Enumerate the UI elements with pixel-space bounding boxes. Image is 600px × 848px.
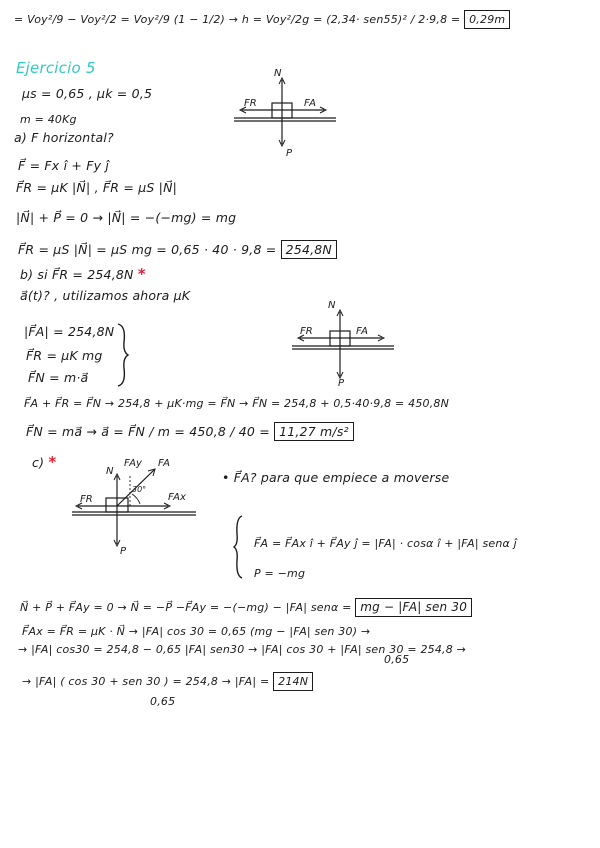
applied-force-question: • F⃗A? para que empiece a moverse <box>222 470 450 485</box>
static-friction-result <box>18 240 337 259</box>
label-fa: FA <box>304 98 317 109</box>
label-n: N <box>106 466 114 477</box>
friction-coefficients: μs = 0,65 , μk = 0,5 <box>22 86 153 101</box>
applied-force-value: |F⃗A| = 254,8N <box>24 324 115 339</box>
question-b-text: b) si F⃗R = 254,8N <box>20 267 134 282</box>
answer-box-normal: mg − |FA| sen 30 <box>355 598 472 617</box>
normal-force-c <box>20 598 472 617</box>
friction-definitions: F⃗R = μK |N⃗| , F⃗R = μS |N⃗| <box>16 180 178 195</box>
question-c <box>32 454 56 471</box>
label-p: P <box>338 378 345 389</box>
divisor-065-a: 0,65 <box>384 653 410 666</box>
divisor-065-b: 0,65 <box>150 695 176 708</box>
free-body-diagram-a <box>232 66 342 159</box>
equation-text: = Voy²/9 − Voy²/2 = Voy²/9 (1 − 1/2) → h = Voy²/2g = (2,34· sen55)² / 2·9,8 = <box>14 13 461 26</box>
horizontal-balance-rearranged: → |FA| cos30 = 254,8 − 0,65 |FA| sen30 → |FA| cos 30 + |FA| sen 30 = 254,8 → <box>18 643 467 656</box>
equation-text: → |FA| ( cos 30 + sen 30 ) = 254,8 → |FA| = <box>22 675 270 688</box>
label-fa: FA <box>158 458 171 469</box>
equation-text: N⃗ + P⃗ + F⃗Ay = 0 → N⃗ = −P⃗ −F⃗Ay = −(−mg) − |FA| senα = <box>20 601 352 614</box>
asterisk-mark: * <box>48 453 57 471</box>
horizontal-balance: F⃗Ax = F⃗R = μK · N⃗ → |FA| cos 30 = 0,65 (mg − |FA| sen 30) → <box>22 625 371 638</box>
asterisk-mark: * <box>137 265 146 283</box>
weight-expr: P = −mg <box>254 567 306 580</box>
equation-text: F⃗N = ma⃗ → a⃗ = F⃗N / m = 450,8 / 40 = <box>26 424 270 439</box>
normal-force-equation: |N⃗| + P⃗ = 0 → |N⃗| = −(−mg) = mg <box>16 210 237 225</box>
label-fa: FA <box>356 326 369 337</box>
mass-value: m = 40Kg <box>20 113 77 126</box>
answer-box-acceleration: 11,27 m/s² <box>274 422 354 441</box>
kinetic-friction-expr: F⃗R = μK mg <box>26 348 103 363</box>
label-fax: FAx <box>168 492 186 503</box>
label-n: N <box>328 300 336 311</box>
equation-text: F⃗R = μS |N⃗| = μS mg = 0,65 · 40 · 9,8 = <box>18 242 277 257</box>
label-fay: FAy <box>124 458 142 469</box>
question-c-label: c) <box>32 455 45 470</box>
net-force-calc: F⃗A + F⃗R = F⃗N → 254,8 + μK·mg = F⃗N → F⃗N = 254,8 + 0,5·40·9,8 = 450,8N <box>24 397 450 410</box>
label-fr: FR <box>80 494 93 505</box>
question-b <box>20 266 146 283</box>
answer-box-friction: 254,8N <box>281 240 337 259</box>
label-fr: FR <box>300 326 313 337</box>
label-p: P <box>120 546 127 557</box>
projectile-height-equation <box>14 10 510 29</box>
answer-box-force: 214N <box>273 672 313 691</box>
brace-right <box>116 322 130 388</box>
acceleration-question: a⃗(t)? , utilizamos ahora μK <box>20 288 191 303</box>
free-body-diagram-b <box>290 298 400 388</box>
question-a: a) F horizontal? <box>14 130 114 145</box>
label-p: P <box>286 148 293 159</box>
acceleration-result <box>26 422 354 441</box>
free-body-diagram-c <box>70 454 210 558</box>
label-angle: 30° <box>132 485 147 494</box>
applied-force-components: F⃗A = F⃗Ax î + F⃗Ay ĵ = |FA| · cosα î + |FA| senα ĵ <box>254 537 517 550</box>
brace-left <box>234 514 244 580</box>
exercise-title: Ejercicio 5 <box>16 59 96 77</box>
answer-box-height: 0,29m <box>464 10 510 29</box>
force-decomposition: F⃗ = Fx î + Fy ĵ <box>18 158 110 173</box>
net-force-expr: F⃗N = m·a⃗ <box>28 370 89 385</box>
final-force-result <box>22 672 313 691</box>
label-n: N <box>274 68 282 79</box>
label-fr: FR <box>244 98 257 109</box>
